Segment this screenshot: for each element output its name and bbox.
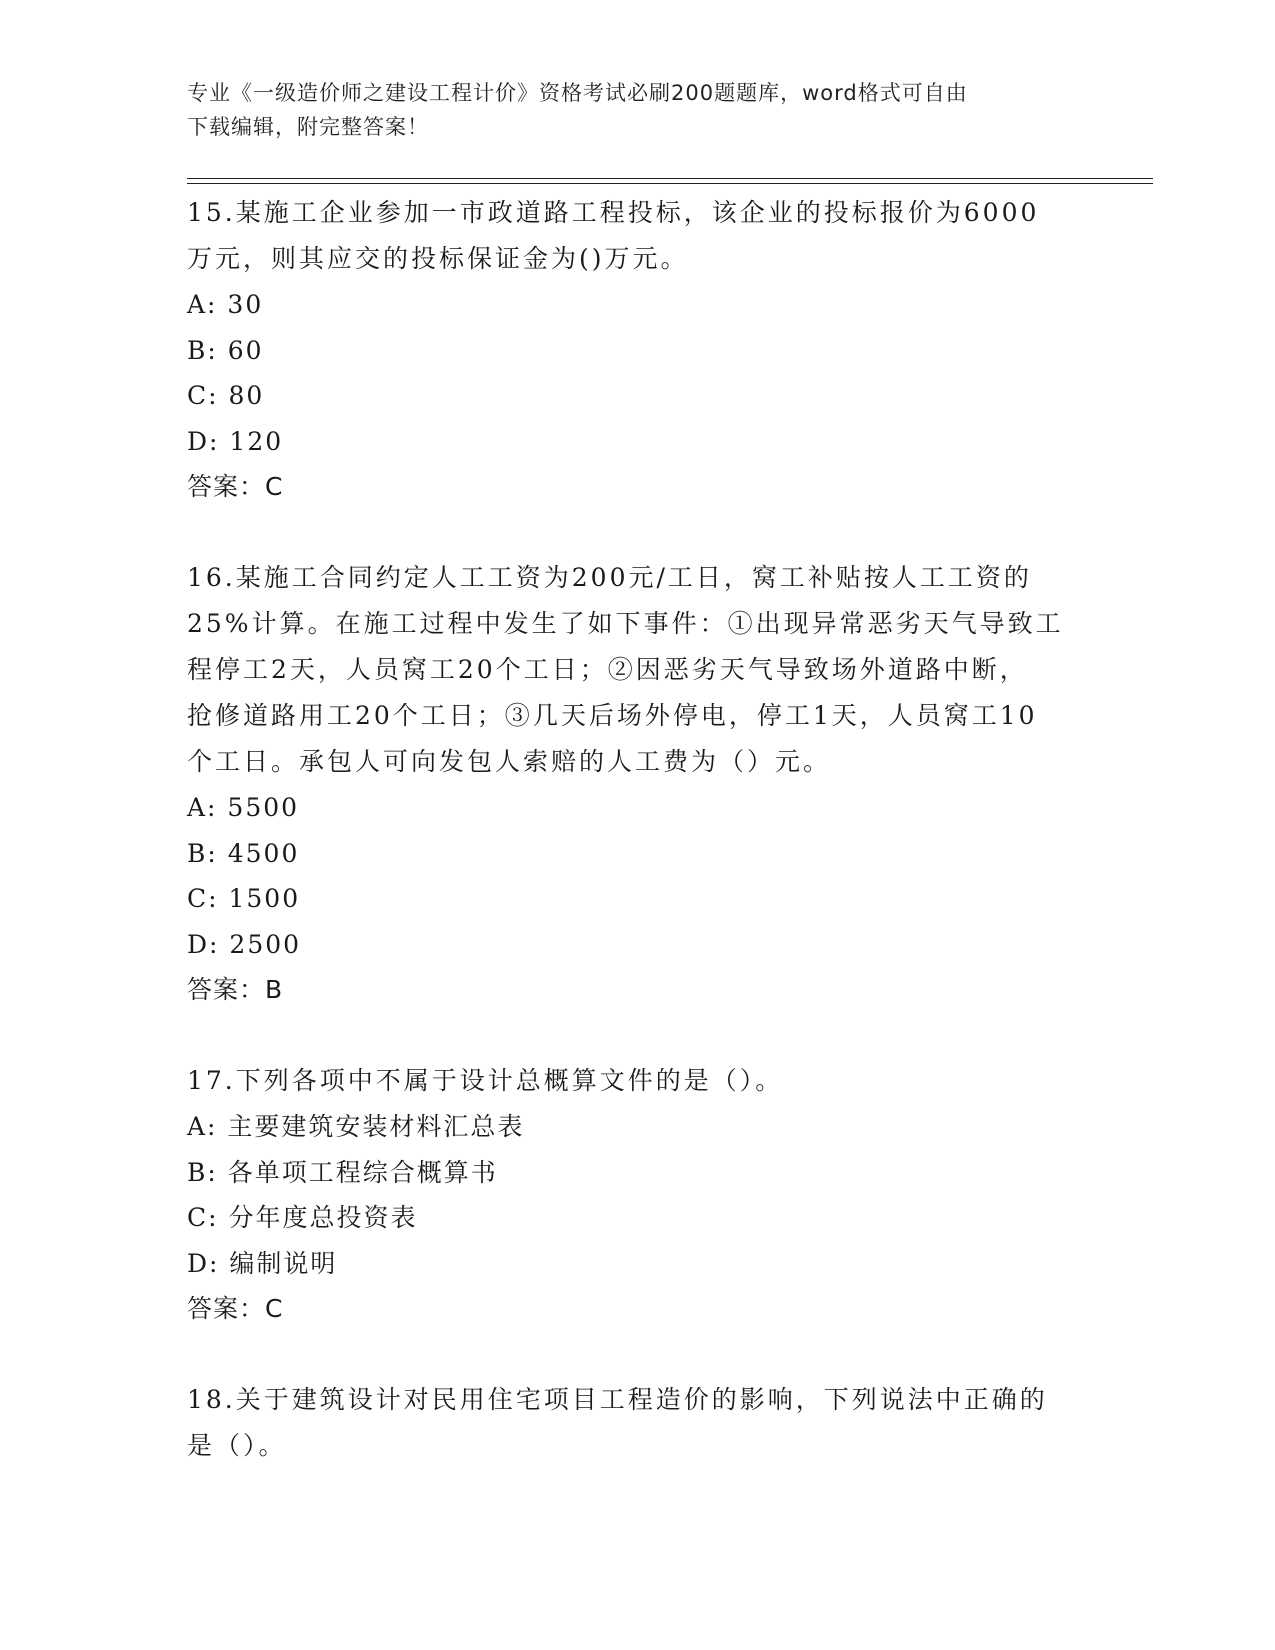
header-divider <box>187 183 1153 184</box>
option-a: A: 5500 <box>187 793 300 822</box>
question-16 <box>187 555 1087 1013</box>
answer-line: 答案：C <box>187 472 284 501</box>
question-stem-line: 抢修道路用工20个工日；③几天后场外停电，停工1天，人员窝工10 <box>187 701 1038 730</box>
option-d: D: 编制说明 <box>187 1248 338 1278</box>
question-18 <box>187 1377 1087 1469</box>
question-stem-line: 是（）。 <box>187 1431 287 1460</box>
header-intro-line: 专业《一级造价师之建设工程计价》资格考试必刷200题题库，word格式可自由 <box>187 81 968 105</box>
question-stem-line: 个工日。承包人可向发包人索赔的人工费为（）元。 <box>187 747 832 776</box>
question-list <box>187 190 1087 1469</box>
option-a: A: 30 <box>187 290 264 319</box>
option-c: C: 分年度总投资表 <box>187 1203 418 1232</box>
question-stem-line: 18.关于建筑设计对民用住宅项目工程造价的影响，下列说法中正确的 <box>187 1385 1048 1414</box>
question-stem-line: 17.下列各项中不属于设计总概算文件的是（）。 <box>187 1066 784 1095</box>
question-spacer <box>187 510 1087 555</box>
option-c: C: 1500 <box>187 884 301 913</box>
answer-line: 答案：B <box>187 975 284 1004</box>
option-d: D: 120 <box>187 426 284 456</box>
header-divider <box>187 178 1153 179</box>
header-intro-line: 下载编辑，附完整答案！ <box>187 115 429 139</box>
question-15 <box>187 190 1087 510</box>
option-c: C: 80 <box>187 381 265 410</box>
question-stem-line: 万元，则其应交的投标保证金为()万元。 <box>187 244 689 273</box>
question-stem-line: 25%计算。在施工过程中发生了如下事件：①出现异常恶劣天气导致工 <box>187 609 1064 638</box>
option-b: B: 4500 <box>187 838 300 868</box>
answer-line: 答案：C <box>187 1294 284 1323</box>
question-stem-line: 15.某施工企业参加一市政道路工程投标，该企业的投标报价为6000 <box>187 198 1040 227</box>
option-d: D: 2500 <box>187 929 302 959</box>
option-b: B: 60 <box>187 335 264 365</box>
question-stem-line: 程停工2天，人员窝工20个工日；②因恶劣天气导致场外道路中断， <box>187 655 1028 684</box>
document-header <box>187 76 1067 144</box>
question-spacer <box>187 1332 1087 1377</box>
option-b: B: 各单项工程综合概算书 <box>187 1157 498 1187</box>
question-spacer <box>187 1013 1087 1058</box>
question-stem-line: 16.某施工合同约定人工工资为200元/工日，窝工补贴按人工工资的 <box>187 563 1032 592</box>
option-a: A: 主要建筑安装材料汇总表 <box>187 1112 525 1141</box>
question-17 <box>187 1058 1087 1332</box>
